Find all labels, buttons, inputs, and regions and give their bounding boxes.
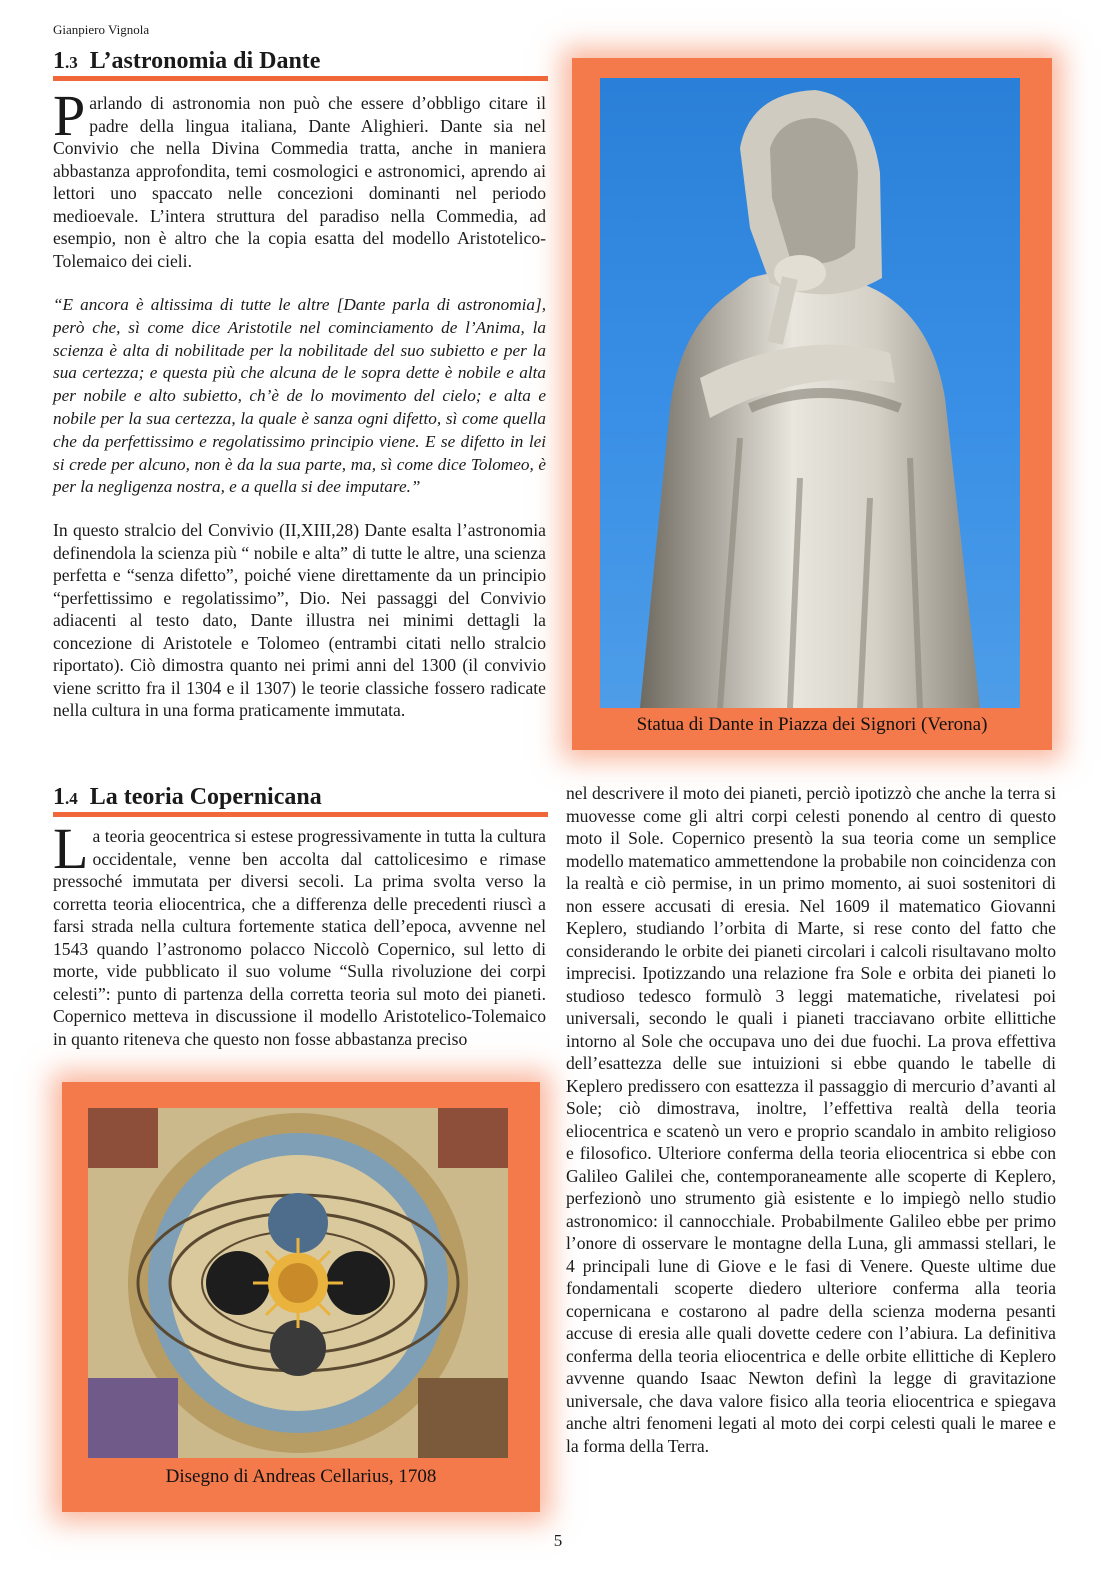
section-heading-1-3	[53, 48, 548, 81]
drop-cap: P	[53, 83, 86, 148]
paragraph-intro: Parlando di astronomia non può che essere d’obbligo citare il padre della lingua italiana, Dante Alighieri. Dante sia nel Convivio che nella Divina Commedia tratta, anche in maniera abbastanza approfondita, temi cosmologici e astronomici, aprendo ai lettori uno spaccato nelle concezioni dominanti nel periodo medioevale. L’intera struttura del paradiso nella Commedia, ad esempio, non è altro che la copia esatta del modello Aristotelico-Tolemaico dei cieli.	[53, 83, 546, 271]
drop-cap: L	[53, 816, 89, 881]
paragraph-analysis: In questo stralcio del Convivio (II,XIII,28) Dante esalta l’astronomia definendola la scienza più “ nobile e alta” di tutte le altre, una scienza perfetta e “senza difetto”, poiché viene direttamente da un principio “perfettissimo e regolatissimo”, Dio. Nei passaggi del Convivio adiacenti al testo dato, Dante illustra nei minimi dettagli la concezione di Aristotele e Tolomeo (entrambi citati nello stralcio riportato). Ciò dimostra quanto nei primi anni del 1300 (il convivio viene scritto fra il 1304 e il 1307) le teorie classiche fossero radicate nella cultura in una forma praticamente immutata.	[53, 520, 546, 721]
section-heading-1-4	[53, 784, 548, 817]
figure-dante-statue	[572, 58, 1052, 750]
caption-cellarius: Disegno di Andreas Cellarius, 1708	[165, 1466, 437, 1487]
convivio-quote: “E ancora è altissima di tutte le altre [Dante parla di astronomia], però che, sì come dice Aristotile nel cominciamento de l’Anima, la scienza è alta di nobilitade per la nobilitade del suo subietto e per la sua certezza; e questa più che alcuna de le sopra dette è nobile e alta per nobile e alto subietto, ch’è de lo movimento del cielo; e alta e nobile per la sua certezza, la quale è sanza ogni difetto, sì come quella che da perfettissimo e regolatissimo principio viene. E se difetto in lei si crede per alcuno, non è da la sua parte, ma, sì come dice Tolomeo, è per la negligenza nostra, e a quella si dee imputare.”	[53, 295, 546, 497]
section-1-4-body-right	[566, 782, 1056, 1457]
page-number: 5	[553, 1531, 563, 1550]
section-title: L’astronomia di Dante	[89, 48, 321, 74]
paragraph-copernicus: La teoria geocentrica si estese progressivamente in tutta la cultura occidentale, venne ben accolta dal cattolicesimo e rimase pressoché immutata per diversi secoli. La prima svolta verso la corretta teoria eliocentrica, che a differenza delle precedenti riuscì a farsi strada nella cultura fortemente statica dell’epoca, avvenne nel 1543 quando l’astronomo polacco Niccolò Copernico, sul letto di morte, vide pubblicato il suo volume “Sulla rivoluzione dei corpi celesti”: punto di partenza della corretta teoria sul moto dei pianeti. Copernico metteva in discussione il modello Aristotelico-Tolemaico in quanto riteneva che questo non fosse abbastanza preciso	[53, 816, 546, 1049]
caption-dante: Statua di Dante in Piazza dei Signori (Verona)	[636, 714, 988, 735]
figure-cellarius	[62, 1082, 540, 1512]
section-1-4-body-left	[53, 816, 546, 1050]
section-number: 1	[53, 784, 65, 810]
running-header-author: Gianpiero Vignola	[53, 22, 150, 37]
statue-illustration	[600, 78, 1020, 708]
section-1-3-body	[53, 83, 546, 722]
cellarius-plate-image	[88, 1108, 508, 1458]
harmonia-macrocosmica-illustration	[88, 1108, 508, 1458]
section-number-sub: .3	[65, 53, 78, 72]
section-number-sub: .4	[65, 789, 78, 808]
paragraph-kepler-galileo-newton: nel descrivere il moto dei pianeti, perciò ipotizzò che anche la terra si muovesse come gli altri corpi celesti ponendo al centro di questo moto il Sole. Copernico presentò la sua teoria come un semplice modello matematico ammettendone la probabile non coincidenza con la realtà e ciò permise, in un primo momento, ai suoi sostenitori di non essere accusati di eresia. Nel 1609 il matematico Giovanni Keplero, studiando l’orbita di Marte, si rese conto del fatto che considerando le orbite dei pianeti circolari i calcoli risultavano molto imprecisi. Ipotizzando una relazione fra Sole e orbita dei pianeti lo studioso tedesco formulò 3 leggi matematiche, rivelatesi poi universali, secondo le quali i pianeti tracciavano orbite ellittiche intorno al Sole che occupava uno dei due fuochi. La prova effettiva dell’esattezza delle sue intuizioni si ebbe quando le tabelle di Keplero predissero con esattezza il passaggio di mercurio d’avanti al Sole; ciò dimostrava, inoltre, l’effettiva realtà della teoria eliocentrica e scatenò un vero e proprio scandalo in ambito religioso e filosofico. Ulteriore conferma della teoria eliocentrica si ebbe con Galileo Galilei che, contemporaneamente alle scoperte di Keplero, perfezionò uno strumento già esistente e lo impiegò nello studio astronomico: il cannocchiale. Probabilmente Galileo ebbe per primo l’onore di osservare le montagne della Luna, gli ammassi stellari, le 4 principali lune di Giove e le fasi di Venere. Queste ultime due fondamentali scoperte diedero ulteriore conferma alla teoria copernicana e costarono al padre della scienza moderna pesanti accuse di eresia alle quali dovette cedere con l’abiura. La definitiva conferma della teoria eliocentrica e delle orbite ellittiche di Keplero avvenne quando Isaac Newton definì la legge di gravitazione universale, che dava valore fisico alla teoria eliocentrica e spiegava anche altri fenomeni legati al moto dei corpi celesti quali le maree e la forma della Terra.	[566, 783, 1056, 1456]
section-title: La teoria Copernicana	[89, 784, 322, 810]
section-number: 1	[53, 48, 65, 74]
dante-statue-image	[600, 78, 1020, 708]
